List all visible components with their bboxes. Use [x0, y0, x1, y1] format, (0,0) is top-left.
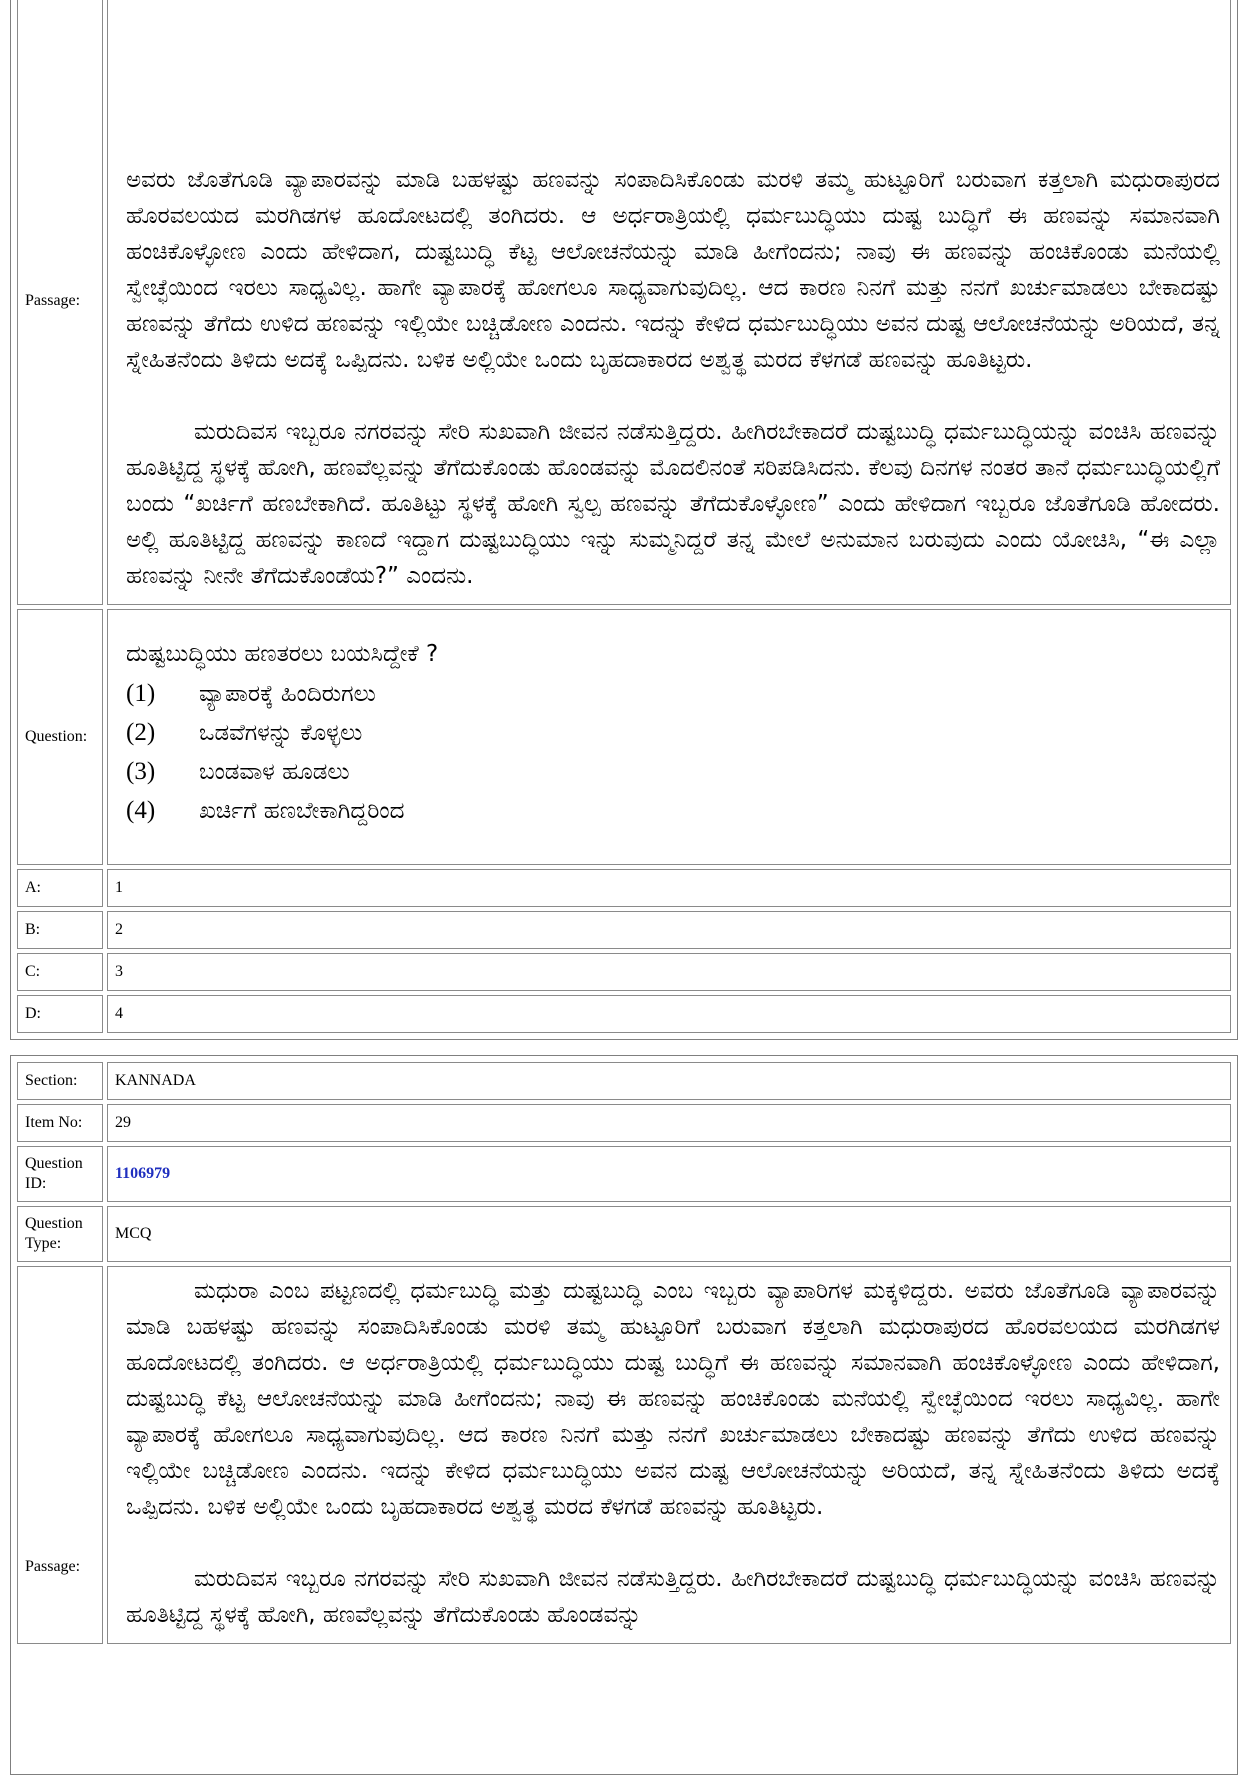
item-no-value: 29: [107, 1104, 1231, 1142]
item-no-label: Item No:: [17, 1104, 103, 1142]
option-text: ಒಡವೆಗಳನ್ನು ಕೊಳ್ಳಲು: [199, 720, 363, 746]
previous-question-block: [10, 0, 1238, 1040]
question-id-row: [17, 1146, 1231, 1202]
item-no-row: [17, 1104, 1231, 1142]
passage-row: [17, 1266, 1231, 1644]
option-number: (1): [126, 680, 156, 707]
passage-paragraph: ಮಧುರಾ ಎಂಬ ಪಟ್ಟಣದಲ್ಲಿ ಧರ್ಮಬುದ್ಧಿ ಮತ್ತು ದುಷ್ಟಬುದ್ಧಿ ಎಂಬ ಇಬ್ಬರು ವ್ಯಾಪಾರಿಗಳ ಮಕ್ಕಳಿದ್ದರು. ಅವರು ಜೊತೆಗೂಡಿ ವ್ಯಾಪಾರವನ್ನು ಮಾಡಿ ಬಹಳಷ್ಟು ಹಣವನ್ನು ಸಂಪಾದಿಸಿಕೊಂಡು ಮರಳಿ ತಮ್ಮ ಹುಟ್ಟೂರಿಗೆ ಬರುವಾಗ ಕತ್ತಲಾಗಿ ಮಧುರಾಪುರದ ಹೊರವಲಯದ ಮರಗಿಡಗಳ ಹೂದೋಟದಲ್ಲಿ ತಂಗಿದರು. ಆ ಅರ್ಧರಾತ್ರಿಯಲ್ಲಿ ಧರ್ಮಬುದ್ಧಿಯು ದುಷ್ಟ ಬುದ್ಧಿಗೆ ಈ ಹಣವನ್ನು ಸಮಾನವಾಗಿ ಹಂಚಿಕೊಳ್ಳೋಣ ಎಂದು ಹೇಳಿದಾಗ, ದುಷ್ಟಬುದ್ಧಿ ಕೆಟ್ಟ ಆಲೋಚನೆಯನ್ನು ಮಾಡಿ ಹೀಗೆಂದನು; ನಾವು ಈ ಹಣವನ್ನು ಹಂಚಿಕೊಂಡು ಮನೆಯಲ್ಲಿ ಸ್ವೇಚ್ಛೆಯಿಂದ ಇರಲು ಸಾಧ್ಯವಿಲ್ಲ. ಹಾಗೇ ವ್ಯಾಪಾರಕ್ಕೆ ಹೋಗಲೂ ಸಾಧ್ಯವಾಗುವುದಿಲ್ಲ. ಆದ ಕಾರಣ ನಿನಗೆ ಮತ್ತು ನನಗೆ ಖರ್ಚುಮಾಡಲು ಬೇಕಾದಷ್ಟು ಹಣವನ್ನು ತೆಗೆದು ಉಳಿದ ಹಣವನ್ನು ಇಲ್ಲಿಯೇ ಬಚ್ಚಿಡೋಣ ಎಂದನು. ಇದನ್ನು ಕೇಳಿದ ಧರ್ಮಬುದ್ಧಿಯು ಅವನ ದುಷ್ಟ ಆಲೋಚನೆಯನ್ನು ಅರಿಯದೆ, ತನ್ನ ಸ್ನೇಹಿತನೆಂದು ತಿಳಿದು ಅದಕ್ಕೆ ಒಪ್ಪಿದನು. ಬಳಿಕ ಅಲ್ಲಿಯೇ ಒಂದು ಬೃಹದಾಕಾರದ ಅಶ್ವತ್ಥ ಮರದ ಕೆಳಗಡೆ ಹಣವನ್ನು ಹೂತಿಟ್ಟರು.: [126, 1278, 1220, 1520]
option-number: (3): [126, 758, 156, 785]
current-question-table: [13, 1058, 1235, 1648]
option-1: [126, 677, 1220, 711]
question-text: ದುಷ್ಟಬುದ್ಧಿಯು ಹಣತರಲು ಬಯಸಿದ್ದೇಕೆ ?: [126, 641, 439, 667]
question-id-value: 1106979: [107, 1146, 1231, 1202]
option-text: ಖರ್ಚಿಗೆ ಹಣಬೇಕಾಗಿದ್ದರಿಂದ: [199, 798, 405, 824]
option-3: [126, 755, 1220, 789]
previous-question-table: [13, 0, 1235, 1037]
section-label: Section:: [17, 1062, 103, 1100]
answer-value: 4: [107, 995, 1231, 1033]
passage-label: Passage:: [17, 0, 103, 605]
answer-row-a: [17, 869, 1231, 907]
section-row: [17, 1062, 1231, 1100]
question-type-value: MCQ: [107, 1206, 1231, 1262]
question-row: [17, 609, 1231, 865]
passage-row: [17, 0, 1231, 605]
answer-label: C:: [17, 953, 103, 991]
answer-value: 3: [107, 953, 1231, 991]
question-id-label: Question ID:: [17, 1146, 103, 1202]
option-2: [126, 716, 1220, 750]
question-type-row: [17, 1206, 1231, 1262]
option-text: ಬಂಡವಾಳ ಹೂಡಲು: [199, 759, 350, 785]
passage-body: [126, 162, 1220, 594]
passage-paragraph: ಅವರು ಜೊತೆಗೂಡಿ ವ್ಯಾಪಾರವನ್ನು ಮಾಡಿ ಬಹಳಷ್ಟು ಹಣವನ್ನು ಸಂಪಾದಿಸಿಕೊಂಡು ಮರಳಿ ತಮ್ಮ ಹುಟ್ಟೂರಿಗೆ ಬರುವಾಗ ಕತ್ತಲಾಗಿ ಮಧುರಾಪುರದ ಹೊರವಲಯದ ಮರಗಿಡಗಳ ಹೂದೋಟದಲ್ಲಿ ತಂಗಿದರು. ಆ ಅರ್ಧರಾತ್ರಿಯಲ್ಲಿ ಧರ್ಮಬುದ್ಧಿಯು ದುಷ್ಟ ಬುದ್ಧಿಗೆ ಈ ಹಣವನ್ನು ಸಮಾನವಾಗಿ ಹಂಚಿಕೊಳ್ಳೋಣ ಎಂದು ಹೇಳಿದಾಗ, ದುಷ್ಟಬುದ್ಧಿ ಕೆಟ್ಟ ಆಲೋಚನೆಯನ್ನು ಮಾಡಿ ಹೀಗೆಂದನು; ನಾವು ಈ ಹಣವನ್ನು ಹಂಚಿಕೊಂಡು ಮನೆಯಲ್ಲಿ ಸ್ವೇಚ್ಛೆಯಿಂದ ಇರಲು ಸಾಧ್ಯವಿಲ್ಲ. ಹಾಗೇ ವ್ಯಾಪಾರಕ್ಕೆ ಹೋಗಲೂ ಸಾಧ್ಯವಾಗುವುದಿಲ್ಲ. ಆದ ಕಾರಣ ನಿನಗೆ ಮತ್ತು ನನಗೆ ಖರ್ಚುಮಾಡಲು ಬೇಕಾದಷ್ಟು ಹಣವನ್ನು ತೆಗೆದು ಉಳಿದ ಹಣವನ್ನು ಇಲ್ಲಿಯೇ ಬಚ್ಚಿಡೋಣ ಎಂದನು. ಇದನ್ನು ಕೇಳಿದ ಧರ್ಮಬುದ್ಧಿಯು ಅವನ ದುಷ್ಟ ಆಲೋಚನೆಯನ್ನು ಅರಿಯದೆ, ತನ್ನ ಸ್ನೇಹಿತನೆಂದು ತಿಳಿದು ಅದಕ್ಕೆ ಒಪ್ಪಿದನು. ಬಳಿಕ ಅಲ್ಲಿಯೇ ಒಂದು ಬೃಹದಾಕಾರದ ಅಶ್ವತ್ಥ ಮರದ ಕೆಳಗಡೆ ಹಣವನ್ನು ಹೂತಿಟ್ಟರು.: [126, 167, 1220, 373]
question-type-label: Question Type:: [17, 1206, 103, 1262]
answer-label: B:: [17, 911, 103, 949]
passage-paragraph: ಮರುದಿವಸ ಇಬ್ಬರೂ ನಗರವನ್ನು ಸೇರಿ ಸುಖವಾಗಿ ಜೀವನ ನಡೆಸುತ್ತಿದ್ದರು. ಹೀಗಿರಬೇಕಾದರೆ ದುಷ್ಟಬುದ್ಧಿ ಧರ್ಮಬುದ್ಧಿಯನ್ನು ವಂಚಿಸಿ ಹಣವನ್ನು ಹೂತಿಟ್ಟಿದ್ದ ಸ್ಥಳಕ್ಕೆ ಹೋಗಿ, ಹಣವೆಲ್ಲವನ್ನು ತೆಗೆದುಕೊಂಡು ಹೊಂಡವನ್ನು: [126, 1566, 1220, 1628]
option-4: [126, 794, 1220, 828]
passage-clip: [126, 14, 1220, 594]
passage-paragraph: ಮರುದಿವಸ ಇಬ್ಬರೂ ನಗರವನ್ನು ಸೇರಿ ಸುಖವಾಗಿ ಜೀವನ ನಡೆಸುತ್ತಿದ್ದರು. ಹೀಗಿರಬೇಕಾದರೆ ದುಷ್ಟಬುದ್ಧಿ ಧರ್ಮಬುದ್ಧಿಯನ್ನು ವಂಚಿಸಿ ಹಣವನ್ನು ಹೂತಿಟ್ಟಿದ್ದ ಸ್ಥಳಕ್ಕೆ ಹೋಗಿ, ಹಣವೆಲ್ಲವನ್ನು ತೆಗೆದುಕೊಂಡು ಹೊಂಡವನ್ನು ಮೊದಲಿನಂತೆ ಸರಿಪಡಿಸಿದನು. ಕೆಲವು ದಿನಗಳ ನಂತರ ತಾನೆ ಧರ್ಮಬುದ್ಧಿಯಲ್ಲಿಗೆ ಬಂದು “ಖರ್ಚಿಗೆ ಹಣಬೇಕಾಗಿದೆ. ಹೂತಿಟ್ಟು ಸ್ಥಳಕ್ಕೆ ಹೋಗಿ ಸ್ವಲ್ಪ ಹಣವನ್ನು ತೆಗೆದುಕೊಳ್ಳೋಣ” ಎಂದು ಹೇಳಿದಾಗ ಇಬ್ಬರೂ ಜೊತೆಗೂಡಿ ಹೋದರು. ಅಲ್ಲಿ ಹೂತಿಟ್ಟಿದ್ದ ಹಣವನ್ನು ಕಾಣದೆ ಇದ್ದಾಗ ದುಷ್ಟಬುದ್ಧಿಯು ಇನ್ನು ಸುಮ್ಮನಿದ್ದರೆ ತನ್ನ ಮೇಲೆ ಅನುಮಾನ ಬರುವುದು ಎಂದು ಯೋಚಿಸಿ, “ಈ ಎಲ್ಲಾ ಹಣವನ್ನು ನೀನೇ ತೆಗೆದುಕೊಂಡೆಯ?” ಎಂದನು.: [126, 419, 1220, 589]
option-text: ವ್ಯಾಪಾರಕ್ಕೆ ಹಿಂದಿರುಗಲು: [199, 681, 376, 707]
passage-label: Passage:: [17, 1266, 103, 1644]
answer-value: 2: [107, 911, 1231, 949]
answer-label: A:: [17, 869, 103, 907]
current-question-block: [10, 1055, 1238, 1775]
answer-label: D:: [17, 995, 103, 1033]
answer-row-b: [17, 911, 1231, 949]
passage-cell: [107, 1266, 1231, 1644]
answer-value: 1: [107, 869, 1231, 907]
passage-cell: [107, 0, 1231, 605]
question-label: Question:: [17, 609, 103, 865]
option-number: (2): [126, 719, 156, 746]
section-value: KANNADA: [107, 1062, 1231, 1100]
option-number: (4): [126, 797, 156, 824]
question-cell: [107, 609, 1231, 865]
answer-row-c: [17, 953, 1231, 991]
answer-row-d: [17, 995, 1231, 1033]
